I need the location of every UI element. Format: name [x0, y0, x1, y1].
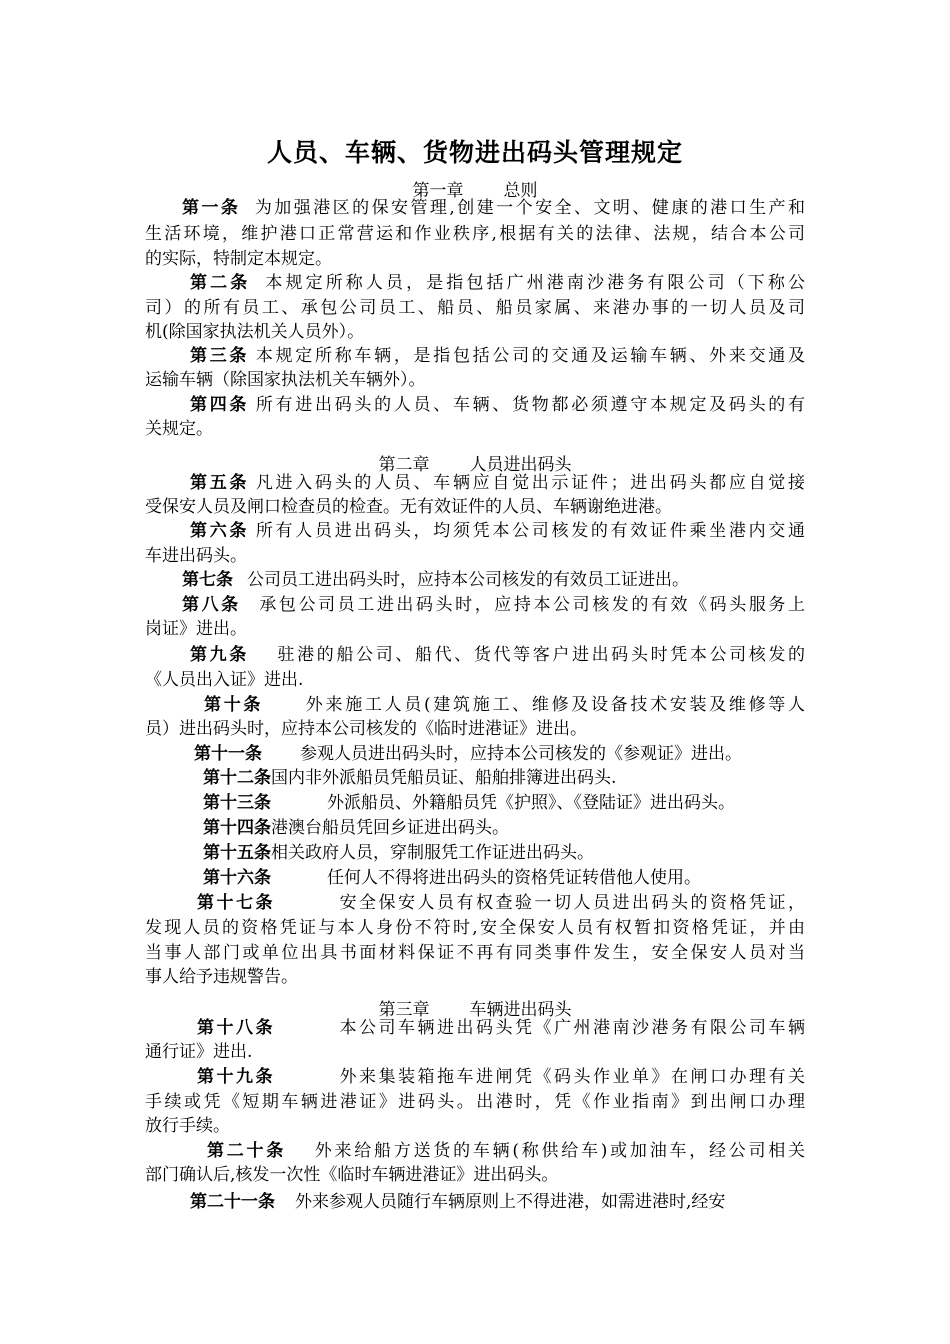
article-number: 第二条 — [190, 273, 251, 293]
article-text: 安全保安人员有权查验一切人员进出码头的资格凭证， — [337, 893, 805, 913]
article-first-line — [190, 1190, 725, 1214]
article-text: 参观人员进出码头时，应持本公司核发的《参观证》进出。 — [300, 744, 742, 764]
article-text: 外来集装箱拖车进闸凭《码头作业单》在闸口办理有关 — [337, 1067, 805, 1087]
article-first-line — [197, 1016, 805, 1040]
article-line: 《人员出入证》进出. — [145, 670, 304, 690]
article-number: 第一条 — [182, 198, 241, 218]
article-line: 岗证》进出。 — [145, 619, 247, 639]
article-line: 手续或凭《短期车辆进港证》进码头。出港时，凭《作业指南》到出闸口办理 — [145, 1092, 805, 1112]
article-line: 部门确认后,核发一次性《临时车辆进港证》进出码头。 — [145, 1165, 559, 1185]
chapter-number: 第一章 — [412, 181, 464, 201]
article-number: 第十三条 — [203, 793, 271, 813]
article-number: 第八条 — [182, 595, 241, 615]
article-line: 放行手续。 — [145, 1116, 230, 1136]
article-line: 关规定。 — [145, 419, 213, 439]
article-text: 本公司车辆进出码头凭《广州港南沙港务有限公司车辆 — [337, 1018, 805, 1038]
article-number: 第十五条 — [203, 843, 271, 863]
article-number: 第十六条 — [203, 868, 271, 888]
article-first-line — [190, 519, 805, 543]
article-text: 外来给船方送货的车辆(称供给车)或加油车，经公司相关 — [312, 1141, 805, 1161]
article-number: 第六条 — [190, 521, 250, 541]
article-first-line — [182, 196, 805, 220]
chapter-name: 车辆进出码头 — [469, 1000, 572, 1020]
article-number: 第七条 — [182, 570, 233, 590]
document-title: 人员、车辆、货物进出码头管理规定 — [266, 138, 683, 167]
article-text: 外派船员、外籍船员凭《护照》、《登陆证》进出码头。 — [327, 793, 735, 813]
article-line: 发现人员的资格凭证与本人身份不符时,安全保安人员有权暂扣资格凭证，并由 — [145, 918, 805, 938]
article-text: 任何人不得将进出码头的资格凭证转借他人使用。 — [327, 868, 701, 888]
article-line: 运输车辆（除国家执法机关车辆外）。 — [145, 370, 426, 390]
article-first-line — [203, 791, 735, 815]
article-text: 相关政府人员，穿制服凭工作证进出码头。 — [271, 843, 594, 863]
article-line: 车进出码头。 — [145, 546, 247, 566]
article-first-line — [197, 1065, 805, 1089]
article-first-line — [190, 643, 805, 667]
article-text: 公司员工进出码头时，应持本公司核发的有效员工证进出。 — [247, 570, 689, 590]
article-line: 事人给予违规警告。 — [145, 967, 298, 987]
article-first-line — [182, 568, 689, 592]
article-line: 司）的所有员工、承包公司员工、船员、船员家属、来港办事的一切人员及司 — [145, 298, 805, 318]
article-number: 第十条 — [204, 695, 264, 715]
article-number: 第十八条 — [197, 1018, 275, 1038]
article-text: 为加强港区的保安管理,创建一个安全、文明、健康的港口生产和 — [252, 198, 806, 218]
article-text: 所有进出码头的人员、车辆、货物都必须遵守本规定及码头的有 — [253, 395, 806, 415]
article-number: 第十七条 — [197, 893, 275, 913]
article-number: 第二十条 — [207, 1141, 287, 1161]
article-text: 本规定所称车辆，是指包括公司的交通及运输车辆、外来交通及 — [253, 346, 806, 366]
article-line: 受保安人员及闸口检查员的检查。无有效证件的人员、车辆谢绝进港。 — [145, 497, 672, 517]
article-first-line — [203, 816, 509, 840]
article-text: 承包公司员工进出码头时，应持本公司核发的有效《码头服务上 — [256, 595, 806, 615]
article-number: 第十四条 — [203, 818, 271, 838]
article-first-line — [190, 344, 805, 368]
article-line: 的实际，特制定本规定。 — [145, 249, 332, 269]
article-line: 当事人部门或单位出具书面材料保证不再有同类事件发生，安全保安人员对当 — [145, 943, 805, 963]
chapter-number: 第三章 — [378, 1000, 430, 1020]
article-first-line — [204, 693, 805, 717]
article-text: 驻港的船公司、船代、货代等客户进出码头时凭本公司核发的 — [274, 645, 806, 665]
article-number: 第十一条 — [194, 744, 262, 764]
article-first-line — [190, 471, 805, 495]
article-number: 第九条 — [190, 645, 249, 665]
chapter-name: 人员进出码头 — [469, 455, 572, 475]
article-first-line — [197, 891, 805, 915]
chapter-number: 第二章 — [378, 455, 430, 475]
article-number: 第二十一条 — [190, 1192, 275, 1212]
article-number: 第三条 — [190, 346, 250, 366]
article-text: 本规定所称人员，是指包括广州港南沙港务有限公司（下称公 — [262, 273, 806, 293]
article-text: 港澳台船员凭回乡证进出码头。 — [271, 818, 509, 838]
article-line: 通行证》进出. — [145, 1042, 253, 1062]
article-line: 员）进出码头时，应持本公司核发的《临时进港证》进出。 — [145, 719, 587, 739]
article-text: 国内非外派船员凭船员证、船舶排簿进出码头. — [271, 768, 617, 788]
article-number: 第五条 — [190, 473, 250, 493]
article-number: 第十九条 — [197, 1067, 275, 1087]
article-number: 第十二条 — [203, 768, 271, 788]
article-text: 外来参观人员随行车辆原则上不得进港，如需进港时,经安 — [295, 1192, 726, 1212]
article-first-line — [190, 271, 805, 295]
article-first-line — [194, 742, 742, 766]
article-line: 生活环境，维护港口正常营运和作业秩序,根据有关的法律、法规，结合本公司 — [145, 224, 805, 244]
article-number: 第四条 — [190, 395, 250, 415]
article-first-line — [203, 841, 594, 865]
article-first-line — [190, 393, 805, 417]
article-first-line — [207, 1139, 805, 1163]
article-first-line — [203, 866, 701, 890]
article-first-line — [203, 766, 616, 790]
article-first-line — [182, 593, 805, 617]
article-line: 机(除国家执法机关人员外）。 — [145, 322, 365, 342]
article-text: 凡进入码头的人员、车辆应自觉出示证件；进出码头都应自觉接 — [253, 473, 806, 493]
article-text: 所有人员进出码头，均须凭本公司核发的有效证件乘坐港内交通 — [253, 521, 806, 541]
article-text: 外来施工人员(建筑施工、维修及设备技术安装及维修等人 — [303, 695, 805, 715]
chapter-name: 总则 — [503, 181, 538, 201]
